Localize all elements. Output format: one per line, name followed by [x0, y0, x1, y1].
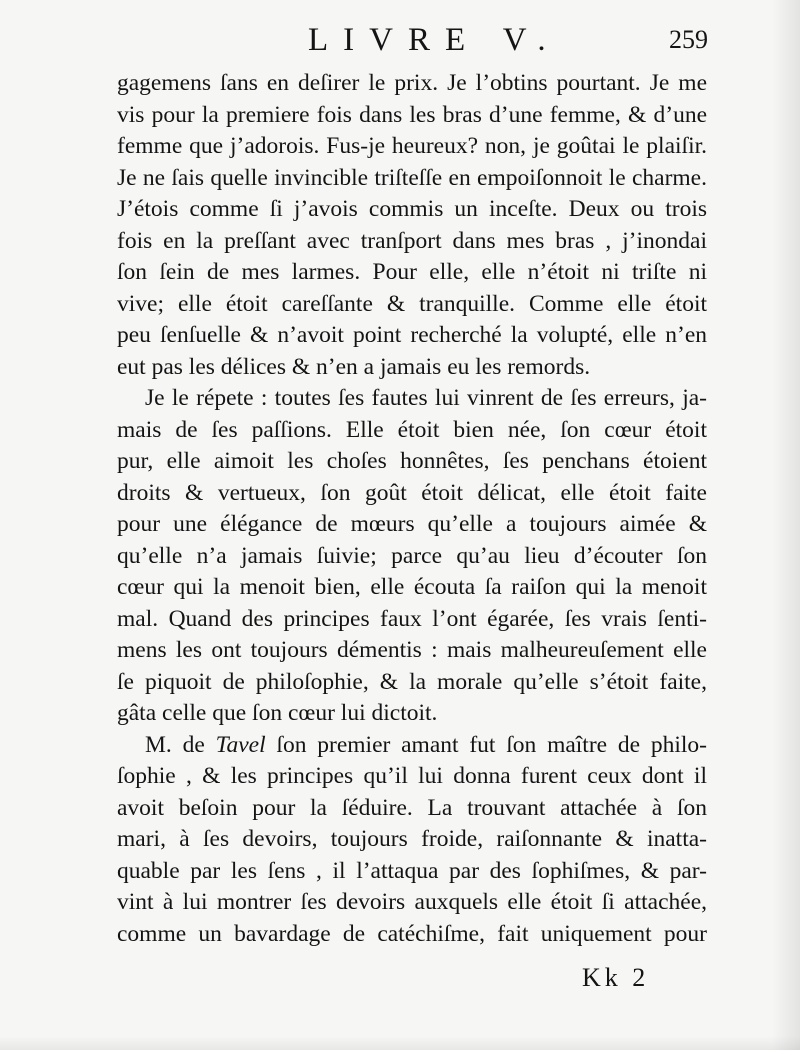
text-line: mari, à ſes devoirs, toujours froide, raiſonnante & inatta-	[117, 826, 707, 852]
text-line: vis pour la premiere fois dans les bras d’une femme, & d’une	[117, 101, 707, 128]
text-line: qu’elle n’a jamais ſuivie; parce qu’au lieu d’écouter ſon	[117, 542, 707, 569]
text-line: J’étois comme ſi j’avois commis un inceſte. Deux ou trois	[117, 196, 707, 222]
page-edge-shadow	[772, 0, 800, 1050]
text-line: gagemens ſans en deſirer le prix. Je l’obtins pourtant. Je me	[117, 70, 707, 96]
text-line: fois en la preſſant avec tranſport dans mes bras , j’inondai	[117, 227, 707, 254]
text-line: comme un bavardage de catéchiſme, fait uniquement pour	[117, 920, 707, 947]
text-line: mal. Quand des principes faux l’ont égarée, ſes vrais ſenti-	[117, 605, 707, 632]
text-line: ſe piquoit de philoſophie, & la morale qu’elle s’étoit faite,	[117, 668, 707, 695]
line-suffix: ſon premier amant fut ſon maître de philo-	[265, 731, 708, 758]
page-number: 259	[669, 25, 708, 54]
text-line: femme que j’adorois. Fus-je heureux? non, je goûtai le plaiſir.	[117, 133, 707, 159]
text-line: Je ne ſais quelle invincible triſteſſe en empoiſonnoit le charme.	[117, 164, 707, 191]
text-line: pur, elle aimoit les choſes honnêtes, ſes penchans étoient	[117, 448, 707, 474]
text-line: eut pas les délices & n’en a jamais eu les remords.	[117, 353, 591, 380]
text-line: ſon ſein de mes larmes. Pour elle, elle n’étoit ni triſte ni	[117, 259, 707, 285]
text-line: cœur qui la menoit bien, elle écouta ſa raiſon qui la menoit	[117, 574, 707, 600]
text-line: vint à lui montrer ſes devoirs auxquels elle étoit ſi attachée,	[117, 889, 707, 915]
text-line: gâta celle que ſon cœur lui dictoit.	[117, 700, 438, 726]
text-line: mens les ont toujours démentis : mais malheureuſement elle	[117, 637, 707, 663]
text-line: ſophie , & les principes qu’il lui donna furent ceux dont il	[117, 763, 707, 789]
line-prefix: M. de	[145, 731, 216, 758]
paragraph-start-line	[117, 730, 707, 762]
text-line: avoit beſoin pour la ſéduire. La trouvant attachée à ſon	[117, 794, 707, 821]
paragraph-start-line: Je le répete : toutes ſes fautes lui vinrent de ſes erreurs, ja-	[145, 385, 707, 411]
text-line: quable par les ſens , il l’attaqua par des ſophiſmes, & par-	[117, 857, 707, 884]
text-line: droits & vertueux, ſon goût étoit délicat, elle étoit faite	[117, 479, 707, 506]
signature-mark: Kk 2	[582, 963, 650, 992]
text-line: mais de ſes paſſions. Elle étoit bien née, ſon cœur étoit	[117, 416, 707, 443]
text-line: pour une élégance de mœurs qu’elle a toujours aimée &	[117, 511, 707, 537]
text-line: vive; elle étoit careſſante & tranquille. Comme elle étoit	[117, 290, 707, 317]
body-text	[117, 68, 707, 950]
person-name: Tavel	[215, 731, 266, 758]
text-line: peu ſenſuelle & n’avoit point recherché la volupté, elle n’en	[117, 322, 707, 348]
running-head: LIVRE V.	[308, 22, 561, 58]
page-bottom-edge	[0, 1036, 800, 1050]
